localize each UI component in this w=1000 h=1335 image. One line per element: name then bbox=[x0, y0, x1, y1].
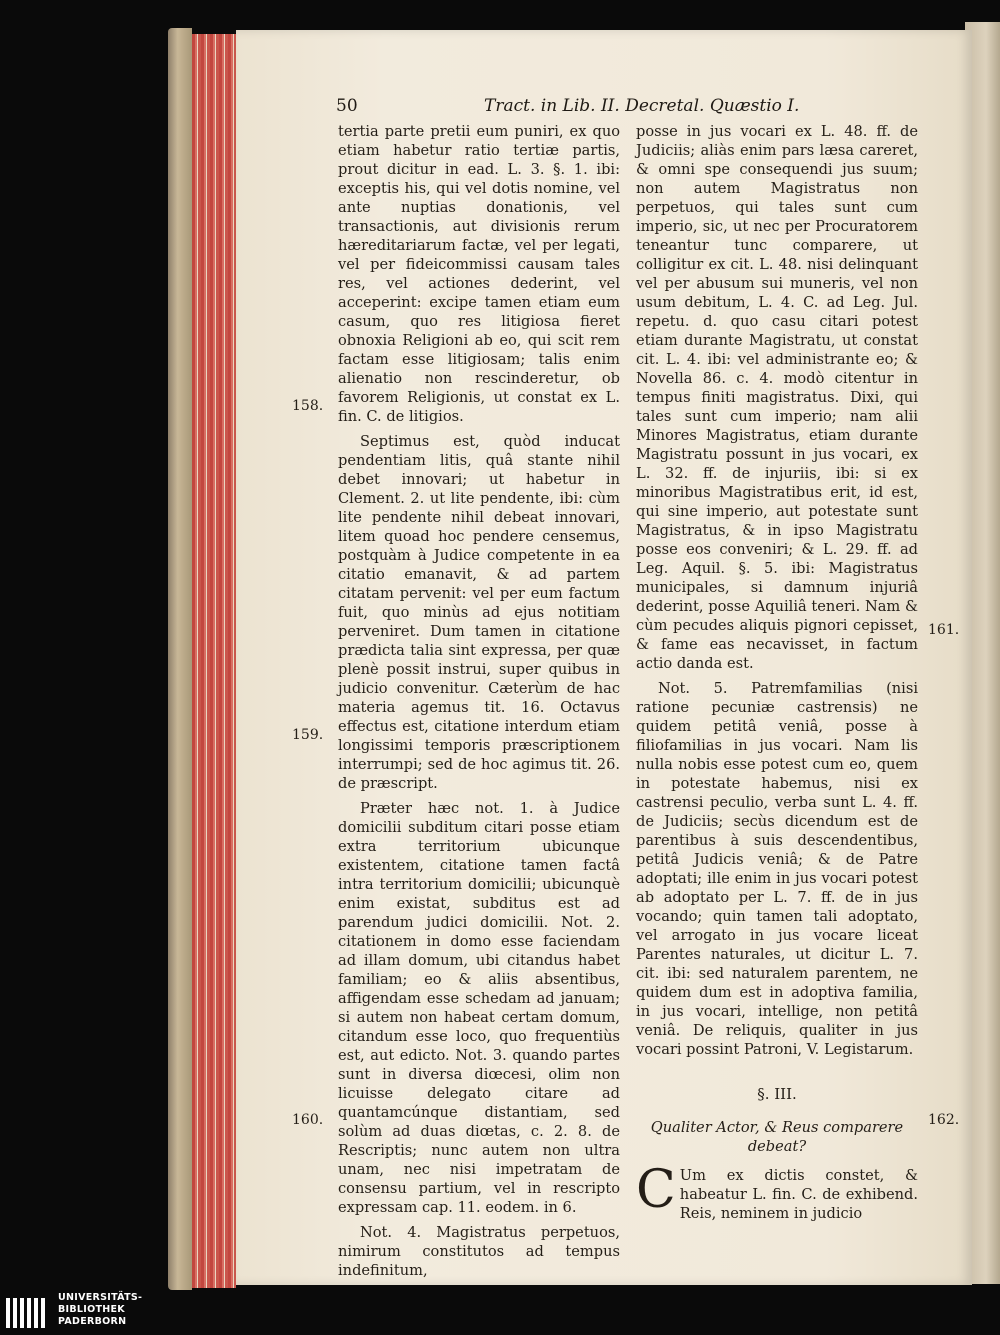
page-number: 50 bbox=[336, 96, 358, 116]
right-paragraph-2: Not. 5. Patremfamilias (nisi ratione pecuniæ castrensis) ne quidem petitâ veniâ, posse à filiofamilias in jus vocari. Nam lis nulla nobis esse potest cum eo, quem in potestate habemus, nisi ex castrensi peculio, verba sunt L. 4. ff. de Judiciis; secùs dicendum est de parentibus à suis descendentibus, petitâ Judicis veniâ; & de Patre adoptati; ille enim in jus vocari potest ab adoptato per L. 7. ff. de in jus vocando; quin tamen tali adoptato, vel arrogato in jus vocare liceat Parentes naturales, ut dicitur L. 7. cit. ibi: sed naturalem parentem, ne quidem dum est in adoptiva familia, in jus vocari, intellige, non petitâ veniâ. De reliquis, qualiter in jus vocari possint Patroni, V. Legistarum. bbox=[636, 680, 918, 1058]
library-logo-icon bbox=[4, 1292, 48, 1332]
right-paragraph-3 bbox=[636, 1160, 918, 1223]
right-column bbox=[636, 122, 918, 1229]
running-title: Tract. in Lib. II. Decretal. Quæstio I. bbox=[484, 96, 800, 116]
left-column bbox=[338, 122, 620, 1286]
library-logo-text: UNIVERSITÄTS- BIBLIOTHEK PADERBORN bbox=[58, 1292, 143, 1327]
margin-number-158: 158. bbox=[292, 398, 324, 414]
left-paragraph-2: Septimus est, quòd inducat pendentiam litis, quâ stante nihil debet innovari; ut habetur in Clement. 2. ut lite pendente, ibi: cùm lite pendente nihil debeat innovari, litem quoad hoc pendere censemus, postquàm à Judice competente in ea citatio emanavit, & ad partem citatam pervenit: vel per eum factum fuit, quo minùs ad ejus notitiam perveniret. Dum tamen in citatione prædicta talia sint expressa, per quæ plenè possit instrui, super quibus in judicio convenitur. Cæterùm de hac materia agemus tit. 16. Octavus effectus est, citatione interdum etiam longissimi temporis præscriptionem interrumpi; sed de hoc agimus tit. 26. de præscript. bbox=[338, 433, 620, 792]
running-head bbox=[336, 96, 966, 124]
red-page-edges bbox=[192, 34, 236, 1288]
margin-number-162: 162. bbox=[928, 1112, 960, 1128]
library-logo bbox=[0, 1288, 170, 1335]
left-paragraph-1: tertia parte pretii eum puniri, ex quo etiam habetur ratio tertiæ partis, prout dicitur in ead. L. 3. §. 1. ibi: exceptis his, qui vel dotis nomine, vel ante nuptias donationis, vel transactionis, aut divisionis rerum hæreditariarum factæ, vel per legati, vel per fideicommissi causam tales res, vel actiones dederint, vel acceperint: excipe tamen etiam eum casum, quo res litigiosa fieret obnoxia Religioni ab eo, qui scit rem factam esse litigiosam; talis enim alienatio non rescinderetur, ob favorem Religionis, ut constat ex L. fin. C. de litigios. bbox=[338, 123, 620, 425]
right-paragraph-3-text: Um ex dictis constet, & habeatur L. fin. C. de exhibend. Reis, neminem in judicio bbox=[679, 1167, 918, 1222]
section-mark: §. III. bbox=[757, 1085, 797, 1103]
margin-number-159: 159. bbox=[292, 727, 324, 743]
drop-cap: C bbox=[636, 1160, 676, 1220]
right-paragraph-1: posse in jus vocari ex L. 48. ff. de Judiciis; aliàs enim pars læsa careret, & omni spe consequendi jus suum; non autem Magistratus non perpetuos, qui tales sunt cum imperio, sic, ut nec per Procuratorem teneantur tunc comparere, ut colligitur ex cit. L. 48. nisi delinquant vel per abusum sui muneris, vel non usum debitum, L. 4. C. ad Leg. Jul. repetu. d. quo casu citari potest etiam durante Magistratu, ut constat cit. L. 4. ibi: vel administrante eo; & Novella 86. c. 4. modò citentur in tempus finiti magistratus. Dixi, qui tales sunt cum imperio; nam alii Minores Magistratus, etiam durante Magistratu possunt in jus vocari, ex L. 32. ff. de injuriis, ibi: si ex minoribus Magistratibus erit, id est, qui sine imperio, aut potestate sunt Magistratus, & in ipso Magistratu posse eos conveniri; & L. 29. ff. ad Leg. Aquil. §. 5. ibi: Magistratus municipales, si damnum injuriâ dederint, posse Aquiliâ teneri. Nam & cùm pecudes aliquis pignori cepisset, & fame eas necavisset, in factum actio danda est. bbox=[636, 123, 918, 672]
left-paragraph-3: Præter hæc not. 1. à Judice domicilii subditum citari posse etiam extra territorium ubicunque existentem, citatione tamen factâ intra territorium domicilii; ubicunquè enim existat, subditus est ad parendum judici domicilii. Not. 2. citationem in domo esse faciendam ad illam domum, ubi citandus habet familiam; eo & aliis absentibus, affigendam esse schedam ad januam; si autem non habeat certam domum, citandum esse loco, quo frequentiùs est, aut edicto. Not. 3. quando partes sunt in diversa diœcesi, olim non licuisse delegato citare ad quantamcúnque distantiam, sed solùm ad duas diœtas, c. 2. 8. de Rescriptis; nunc autem non ultra unam, nec nisi impetratam de consensu partium, vel in rescripto expressam cap. 11. eodem. in 6. bbox=[338, 800, 620, 1216]
left-paragraph-4: Not. 4. Magistratus perpetuos, nimirum constitutos ad tempus indefinitum, bbox=[338, 1224, 620, 1279]
section-title: Qualiter Actor, & Reus comparere debeat? bbox=[650, 1119, 904, 1155]
margin-number-161: 161. bbox=[928, 622, 960, 638]
margin-number-160: 160. bbox=[292, 1112, 324, 1128]
book-edge bbox=[168, 28, 192, 1290]
